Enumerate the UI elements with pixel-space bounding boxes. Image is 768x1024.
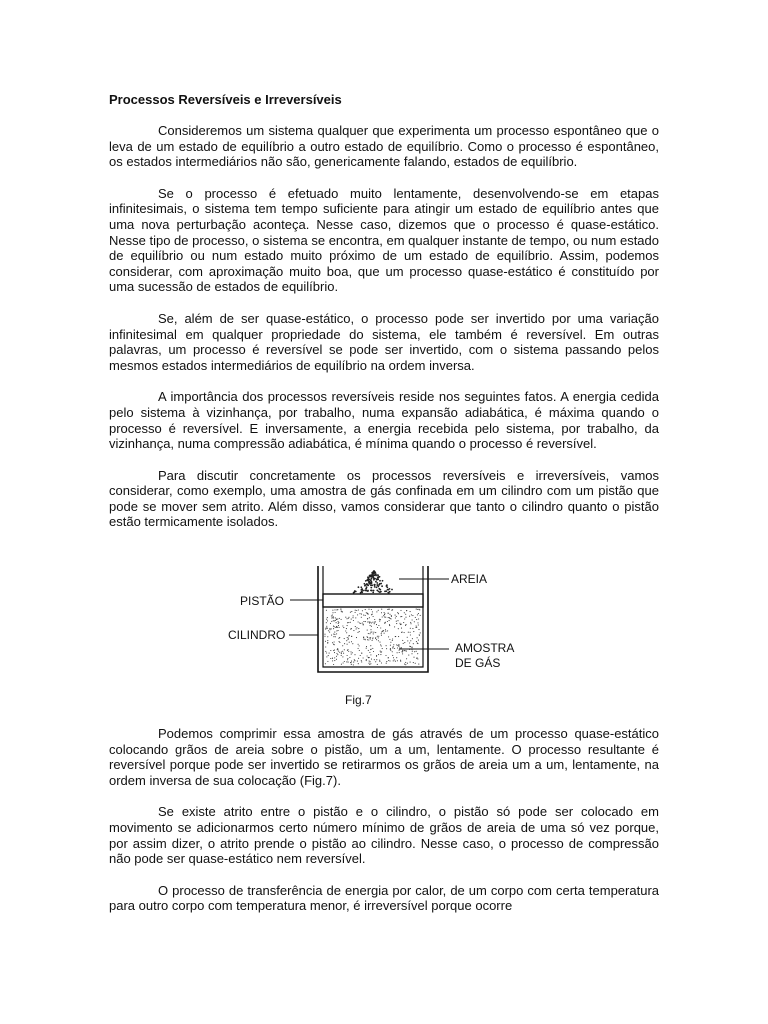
label-areia: AREIA [451, 572, 488, 587]
piston [323, 594, 423, 607]
paragraph-1: Consideremos um sistema qualquer que experimenta um processo espontâneo que o leva de um estado de equilíbrio a outro estado de equilíbrio. Como o processo é espontâneo, os estados intermediários não são, genericamente falando, estados de equilíbrio. [109, 123, 659, 170]
figure-7 [109, 546, 659, 716]
section-title: Processos Reversíveis e Irreversíveis [109, 92, 342, 107]
paragraph-6: Podemos comprimir essa amostra de gás através de um processo quase-estático colocando grãos de areia sobre o pistão, um a um, lentamente. O processo resultante é reversível porque pode ser invertido se retirarmos os grãos de areia um a um, lentamente, na ordem inversa de sua colocação (Fig.7). [109, 726, 659, 788]
label-pistao: PISTÃO [240, 594, 285, 609]
gas-sample-dots [324, 609, 420, 666]
document-page [109, 92, 659, 930]
paragraph-2: Se o processo é efetuado muito lentamente, desenvolvendo-se em etapas infinitesimais, o sistema tem tempo suficiente para atingir um estado de equilíbrio antes que uma nova perturbação aconteça. Nesse caso, dizemos que o processo é quase-estático. Nesse tipo de processo, o sistema se encontra, em qualquer instante de tempo, ou num estado de equilíbrio ou num estado muito próximo de um estado de equilíbrio. Assim, podemos considerar, com aproximação muito boa, que um processo quase-estático é constituído por uma sucessão de estados de equilíbrio. [109, 185, 659, 295]
label-amostra-line2: DE GÁS [455, 656, 501, 671]
label-amostra-line1: AMOSTRA [455, 641, 515, 656]
cylinder-diagram [109, 546, 659, 716]
figure-caption: Fig.7 [345, 693, 372, 708]
paragraph-5: Para discutir concretamente os processos reversíveis e irreversíveis, vamos considerar, como exemplo, uma amostra de gás confinada em um cilindro com um pistão que pode se mover sem atrito. Além disso, vamos considerar que tanto o cilindro quanto o pistão estão termicamente isolados. [109, 467, 659, 530]
label-cilindro: CILINDRO [228, 628, 286, 643]
paragraph-4: A importância dos processos reversíveis reside nos seguintes fatos. A energia cedida pelo sistema à vizinhança, por trabalho, numa expansão adiabática, é máxima quando o processo é reversível. E inversamente, a energia recebida pelo sistema, por trabalho, da vizinhança, numa compressão adiabática, é mínima quando o processo é reversível. [109, 389, 659, 452]
paragraph-8: O processo de transferência de energia por calor, de um corpo com certa temperatura para outro corpo com temperatura menor, é irreversível porque ocorre [109, 882, 659, 914]
paragraph-7: Se existe atrito entre o pistão e o cilindro, o pistão só pode ser colocado em movimento se adicionarmos certo número mínimo de grãos de areia de uma só vez porque, por assim dizer, o atrito prende o pistão ao cilindro. Nesse caso, o processo de compressão não pode ser quase-estático nem reversível. [109, 804, 659, 867]
sand-pile-dots [353, 570, 393, 594]
cylinder-outer-wall [318, 566, 428, 672]
paragraph-3: Se, além de ser quase-estático, o processo pode ser invertido por uma variação infinitesimal em qualquer propriedade do sistema, ele também é reversível. Em outras palavras, um processo é reversível se pode ser invertido, com o sistema passando pelos mesmos estados intermediários de equilíbrio na ordem inversa. [109, 310, 659, 373]
